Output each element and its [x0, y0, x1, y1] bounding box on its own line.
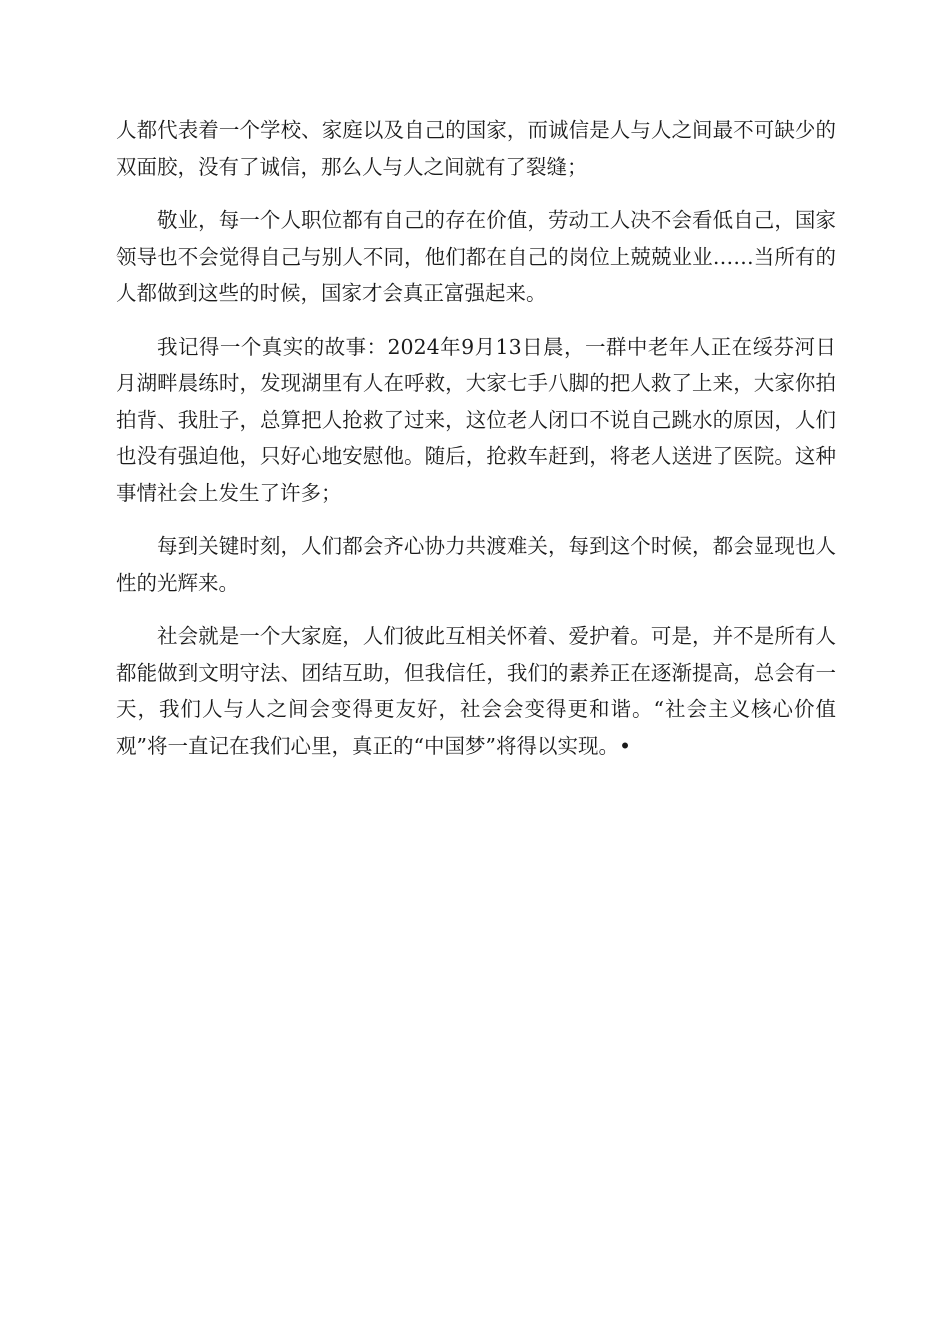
paragraph-2: 敬业，每一个人职位都有自己的存在价值，劳动工人决不会看低自己，国家领导也不会觉得自己与别人不同，他们都在自己的岗位上兢兢业业……当所有的人都做到这些的时候，国家才会真正富强起来。 [116, 208, 836, 305]
document-body [116, 112, 836, 781]
paragraph-5: 社会就是一个大家庭，人们彼此互相关怀着、爱护着。可是，并不是所有人都能做到文明守法、团结互助，但我信任，我们的素养正在逐渐提高，总会有一天，我们人与人之间会变得更友好，社会会变得更和谐。“社会主义核心价值观”将一直记在我们心里，真正的“中国梦”将得以实现。• [116, 624, 836, 758]
paragraph-3: 我记得一个真实的故事：2024年9月13日晨，一群中老年人正在绥芬河日月湖畔晨练时，发现湖里有人在呼救，大家七手八脚的把人救了上来，大家你拍拍背、我肚子，总算把人抢救了过来，这位老人闭口不说自己跳水的原因，人们也没有强迫他，只好心地安慰他。随后，抢救车赶到，将老人送进了医院。这种事情社会上发生了许多； [116, 334, 836, 505]
paragraph-4: 每到关键时刻，人们都会齐心协力共渡难关，每到这个时候，都会显现也人性的光辉来。 [116, 534, 836, 595]
paragraph-1: 人都代表着一个学校、家庭以及自己的国家，而诚信是人与人之间最不可缺少的双面胶，没有了诚信，那么人与人之间就有了裂缝； [116, 118, 836, 179]
